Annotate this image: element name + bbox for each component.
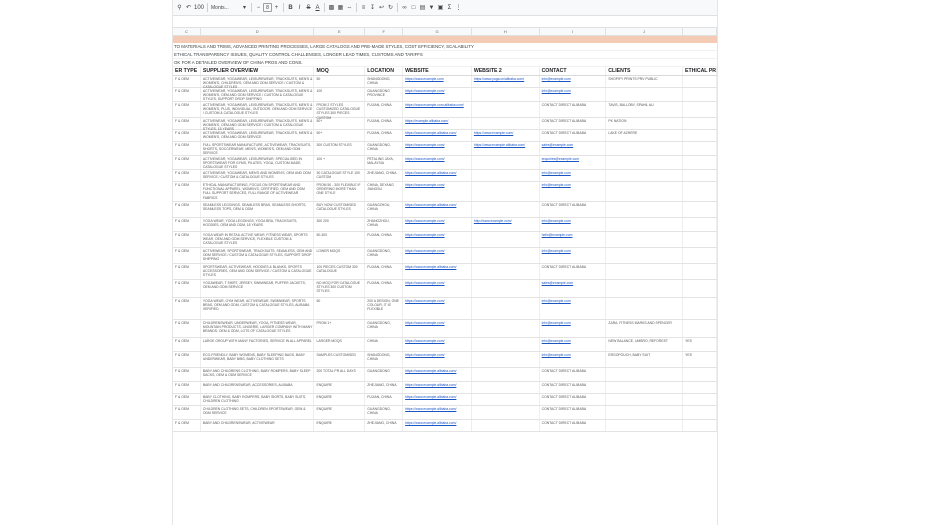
clients-cell[interactable] (606, 182, 683, 201)
ethical-cell[interactable] (683, 202, 717, 217)
moq-cell[interactable]: 30 CATALOGUE STYLE 100 CUSTOM (314, 170, 365, 181)
chevron-down-icon[interactable]: ▾ (243, 5, 247, 11)
location-cell[interactable]: FUJIAN, CHINA (365, 118, 403, 129)
clients-cell[interactable]: TAVIS, BALLOBY, SPAHIL AU (606, 102, 683, 117)
type-cell[interactable]: F & OEM (173, 218, 201, 231)
overview-cell[interactable]: ACTIVEWEAR, YOGAWEAR, LEISUREWEAR, TRACKSUITS, MEN'S & WOMEN'S, OEM AND ODM SERVICE (201, 130, 315, 141)
overview-cell[interactable]: ACTIVEWEAR, YOGAWEAR, LEISUREWEAR, SPECIALISED IN SPORTSWEAR FOR GYMS, PILATES, YOGA, CUSTOM MADE, CATALOGUE STYLES (201, 156, 315, 169)
website-cell[interactable]: https://www.example.com/ (403, 218, 472, 231)
contact-cell[interactable]: info@example.com (540, 76, 607, 87)
ethical-cell[interactable] (683, 218, 717, 231)
website2-cell[interactable] (472, 352, 540, 367)
website-cell[interactable]: https://www.example.com/ (403, 142, 472, 155)
moq-cell[interactable]: 50+ (314, 130, 365, 141)
overview-cell[interactable]: SEAMLESS LEGGINGS, SEAMLESS BRAS, SEAMLESS SHORTS, SEAMLESS TOPS, OEM & ODM (201, 202, 315, 217)
website2-cell[interactable] (472, 338, 540, 351)
header-cell[interactable]: WEBSITE 2 (472, 67, 540, 75)
table-row (173, 406, 717, 420)
website2-cell[interactable] (472, 118, 540, 129)
website2-cell[interactable]: https://www.example.com/ (472, 130, 540, 141)
contact-cell[interactable]: CONTACT DIRECT ALIBABA (540, 102, 607, 117)
moq-cell[interactable]: 300 200 (314, 218, 365, 231)
moq-cell[interactable]: 50+ (314, 118, 365, 129)
contact-cell[interactable]: CONTACT DIRECT ALIBABA (540, 130, 607, 141)
type-cell[interactable]: F & OEM (173, 382, 201, 393)
moq-cell[interactable]: 100 (314, 88, 365, 101)
contact-cell[interactable]: info@example.com (540, 352, 607, 367)
borders-icon[interactable]: ▦ (337, 5, 344, 11)
website-cell[interactable]: https://example.alibaba.com/ (403, 118, 472, 129)
column-letter[interactable]: G (403, 28, 472, 35)
contact-cell[interactable]: CONTACT DIRECT ALIBABA (540, 264, 607, 279)
website2-cell[interactable]: https://www.example.alibaba.com/ (472, 142, 540, 155)
moq-cell[interactable]: 50 (314, 298, 365, 319)
overview-cell[interactable]: LARGE GROUP WITH MANY FACTORIES, SERVICE IN ALL APPAREL (201, 338, 315, 351)
merge-icon[interactable]: ⇔ (346, 4, 353, 11)
clients-cell[interactable] (606, 394, 683, 405)
column-header-row (173, 27, 717, 36)
contact-cell[interactable]: hello@example.com (540, 232, 607, 247)
type-cell[interactable]: F & OEM (173, 338, 201, 351)
location-cell[interactable]: GUANGDONG, CHINA (365, 320, 403, 337)
contact-cell[interactable]: CONTACT DIRECT ALIBABA (540, 382, 607, 393)
italic-button[interactable]: I (298, 4, 301, 11)
views-icon[interactable]: ▣ (437, 5, 444, 11)
type-cell[interactable]: F & OEM (173, 102, 201, 117)
clients-cell[interactable] (606, 368, 683, 381)
ethical-cell[interactable] (683, 182, 717, 201)
ethical-cell[interactable] (683, 76, 717, 87)
table-row (173, 352, 717, 368)
column-letter[interactable]: J (606, 28, 683, 35)
contact-cell[interactable]: CONTACT DIRECT ALIBABA (540, 394, 607, 405)
contact-cell[interactable]: sales@example.com (540, 280, 607, 297)
moq-cell[interactable]: 100 + (314, 156, 365, 169)
overview-cell[interactable]: ACTIVEWEAR, YOGAWEAR, LEISUREWEAR, TRACKSUITS, MEN'S & WOMEN'S, CHILDREN'S, OEM AND ODM SERVICE / CUSTOM & CATALOGUE STYLES (201, 76, 315, 87)
column-letter[interactable] (683, 28, 717, 35)
clients-cell[interactable] (606, 170, 683, 181)
functions-icon[interactable]: Σ (447, 4, 452, 11)
ethical-cell[interactable] (683, 248, 717, 263)
ethical-cell[interactable] (683, 264, 717, 279)
search-icon[interactable]: ⚲ (177, 5, 182, 11)
type-cell[interactable]: F & OEM (173, 280, 201, 297)
type-cell[interactable]: F & OEM (173, 182, 201, 201)
website-cell[interactable]: https://www.example.com/ (403, 298, 472, 319)
clients-cell[interactable]: LAKE OF AZHERE (606, 130, 683, 141)
location-cell[interactable]: GUANGDONG, CHINA (365, 248, 403, 263)
overview-cell[interactable]: YOGA WEAR, GYM WEAR, ACTIVEWEAR, SWIMWEAR, SPORTS BRAS, OEM AND ODM, CUSTOM & CATALOGUE STYLES, ALIBABA VERIFIED (201, 298, 315, 319)
overview-cell[interactable]: ECO-FRIENDLY, BABY WOMENS, BABY SLEEPING BAGS, BABY UNDERWEAR, BABY BIBS, BABY CLOTHING SETS (201, 352, 315, 367)
notes-block (173, 43, 717, 67)
spreadsheet-window (172, 0, 718, 525)
website2-cell[interactable] (472, 232, 540, 247)
contact-cell[interactable]: CONTACT DIRECT ALIBABA (540, 420, 607, 431)
website2-cell[interactable] (472, 394, 540, 405)
header-cell[interactable]: ER TYPE (173, 67, 201, 75)
ethical-cell[interactable] (683, 102, 717, 117)
website-cell[interactable]: https://www.example.com/ (403, 320, 472, 337)
contact-cell[interactable]: CONTACT DIRECT ALIBABA (540, 202, 607, 217)
moq-cell[interactable]: 200 TOTAL PR ALL DAYS (314, 368, 365, 381)
clients-cell[interactable]: ERGOPOUCH, BABY SUIT (606, 352, 683, 367)
align-icon[interactable]: ≡ (361, 4, 366, 11)
column-letter[interactable]: E (314, 28, 365, 35)
overview-cell[interactable]: ETHICAL MANUFACTURING, FOCUS ON SPORTSWEAR AND FUNCTIONAL APPAREL, WOMEN'S, CERTIFIED, OEM AND ODM FULL SUPPORT SERVICES, FULL RANGE OF ACTIVEWEAR FABRICS (201, 182, 315, 201)
table-row (173, 320, 717, 338)
location-cell[interactable]: PETALING JAYA, MALAYSIA (365, 156, 403, 169)
column-letter[interactable]: D (201, 28, 315, 35)
moq-cell[interactable]: ENQUIRE (314, 382, 365, 393)
website-cell[interactable]: https://www.example.com/ (403, 280, 472, 297)
header-cell[interactable]: CONTACT (540, 67, 607, 75)
type-cell[interactable]: F & OEM (173, 394, 201, 405)
website-cell[interactable]: https://www.example.com/ (403, 88, 472, 101)
clients-cell[interactable] (606, 156, 683, 169)
header-cell[interactable]: ETHICAL PR (685, 68, 717, 74)
location-cell[interactable]: ZHEJIANG, CHINA (365, 382, 403, 393)
header-cell[interactable]: MOQ (314, 67, 365, 75)
website-cell[interactable]: https://www.example.alibaba.com/ (403, 394, 472, 405)
contact-cell[interactable]: CONTACT DIRECT ALIBABA (540, 118, 607, 129)
type-cell[interactable]: F & OEM (173, 248, 201, 263)
moq-cell[interactable]: BUY NOW CUSTOMISED CATALOGUE STYLES (314, 202, 365, 217)
header-cell[interactable]: SUPPLIER OVERVIEW (201, 67, 315, 75)
website2-cell[interactable] (472, 320, 540, 337)
column-letter[interactable]: I (540, 28, 607, 35)
font-size-input[interactable]: 8 (263, 3, 272, 12)
clients-cell[interactable] (606, 232, 683, 247)
location-cell[interactable]: CHINA (365, 338, 403, 351)
clients-cell[interactable] (606, 298, 683, 319)
moq-cell[interactable]: LOWER MOQS (314, 248, 365, 263)
moq-cell[interactable]: ENQUIRE (314, 394, 365, 405)
ethical-cell[interactable] (683, 142, 717, 155)
overview-cell[interactable]: BABY AND CHILDRENSWEAR, ACCESSORIES, ALIBABA (201, 382, 315, 393)
website-cell[interactable]: https://www.example.alibaba.com/ (403, 264, 472, 279)
ethical-cell[interactable] (683, 232, 717, 247)
note-cell[interactable]: TO MATERIALS AND TRIMS, ADVANCED PRINTING PROCESSES, LARGE CATALOGS AND PRE-MADE STYLES, COST EFFICIENCY, SCALABILITY (173, 43, 717, 51)
type-cell[interactable]: F & OEM (173, 406, 201, 419)
clients-cell[interactable] (606, 88, 683, 101)
note-cell[interactable]: OK FOR A DETAILED OVERVIEW OF CHINA PROS AND CONS. (173, 59, 717, 67)
type-cell[interactable]: F & OEM (173, 202, 201, 217)
table-row (173, 76, 717, 88)
table-row (173, 280, 717, 298)
location-cell[interactable]: 200 A DESIGN, ONE COLOUR, IT IS FLEXIBLE (365, 298, 403, 319)
website2-cell[interactable] (472, 420, 540, 431)
location-cell[interactable]: GUANGZHOU, CHINA (365, 202, 403, 217)
table-row (173, 394, 717, 406)
website-cell[interactable]: https://www.example.com.alibaba.com/ (403, 102, 472, 117)
moq-cell[interactable]: 300 CUSTOM STYLES (314, 142, 365, 155)
font-select[interactable]: Monts... (211, 4, 229, 11)
moq-cell[interactable]: 50 (314, 76, 365, 87)
location-cell[interactable]: ZHANGZHOU, CHINA (365, 218, 403, 231)
moq-cell[interactable]: SAMPLES CUSTOMISED (314, 352, 365, 367)
location-cell[interactable]: CHINA, DEYANG JIANGSU (365, 182, 403, 201)
website-cell[interactable]: https://www.example.com/ (403, 338, 472, 351)
table-row (173, 232, 717, 248)
valign-icon[interactable]: ↧ (370, 5, 376, 11)
contact-cell[interactable]: info@example.com (540, 298, 607, 319)
clients-cell[interactable]: ZARA, FITNESS MARKS AND SPENCER (606, 320, 683, 337)
clients-cell[interactable]: SHOPIFY PRINTS PRV PUBLIC (606, 76, 683, 87)
moq-cell[interactable]: ENQUIRE (314, 420, 365, 431)
website2-cell[interactable] (472, 298, 540, 319)
filter-icon[interactable]: ▼ (428, 4, 435, 11)
website2-cell[interactable] (472, 406, 540, 419)
moq-cell[interactable]: 50-300 (314, 232, 365, 247)
location-cell[interactable]: GUANGDONG PROVINCE (365, 88, 403, 101)
decrease-font-icon[interactable]: − (256, 4, 261, 11)
overview-cell[interactable]: BABY AND CHILDRENS CLOTHING, BABY ROMPERS, BABY SLEEP SACKS, OEM & ODM SERVICE (201, 368, 315, 381)
text-color-button[interactable]: A (315, 4, 320, 11)
type-cell[interactable]: F & OEM (173, 420, 201, 431)
type-cell[interactable]: F & OEM (173, 88, 201, 101)
table-row (173, 218, 717, 232)
overview-cell[interactable]: FULL SPORTSWEAR MANUFACTURE, ACTIVEWEAR, TRACKSUITS, SHORTS, SOCCERWEAR, MEN'S, WOMEN'S, OEM AND ODM SERVICE (201, 142, 315, 155)
website2-cell[interactable] (472, 202, 540, 217)
overview-cell[interactable]: CHILDREN CLOTHING SETS, CHILDREN SPORTSWEAR, OEM & ODM SERVICE (201, 406, 315, 419)
website-cell[interactable]: https://www.example.alibaba.com/ (403, 406, 472, 419)
website-cell[interactable]: https://www.example.alibaba.com/ (403, 202, 472, 217)
wrap-icon[interactable]: ↩ (379, 5, 385, 11)
contact-cell[interactable]: CONTACT DIRECT ALIBABA (540, 368, 607, 381)
location-cell[interactable]: FUJIAN, CHINA (365, 130, 403, 141)
type-cell[interactable]: F & OEM (173, 232, 201, 247)
contact-cell[interactable]: info@example.com (540, 182, 607, 201)
comment-icon[interactable]: □ (411, 4, 416, 11)
ethical-cell[interactable] (683, 88, 717, 101)
header-cell[interactable]: WEBSITE (403, 67, 472, 75)
table-row (173, 202, 717, 218)
table-row (173, 142, 717, 156)
clients-cell[interactable] (606, 202, 683, 217)
ethical-cell[interactable] (683, 130, 717, 141)
clients-cell[interactable] (606, 420, 683, 431)
website2-cell[interactable] (472, 264, 540, 279)
moq-cell[interactable]: 100 PIECES CUSTOM 300 CATALOGUE (314, 264, 365, 279)
website-cell[interactable]: https://www.example.com/ (403, 248, 472, 263)
table-row (173, 102, 717, 118)
website2-cell[interactable] (472, 280, 540, 297)
overview-cell[interactable]: BABY CLOTHING, BABY ROMPERS, BABY SKIRTS, BABY SUITS, CHILDREN CLOTHING (201, 394, 315, 405)
overview-cell[interactable]: YOGAWEAR, T SHIRT, JERSEY, SWIMWEAR, PUFFER JACKETS, OEM AND ODM SERVICE (201, 280, 315, 297)
contact-cell[interactable]: info@example.com (540, 320, 607, 337)
clients-cell[interactable]: NEW BALANCE, UMBRO, REFOREST (606, 338, 683, 351)
location-cell[interactable]: GUANGDONG, CHINA (365, 142, 403, 155)
website2-cell[interactable]: https://www.yoga.cn/alibaba.com/ (472, 76, 540, 87)
ethical-cell[interactable] (683, 382, 717, 393)
zoom-select[interactable]: 100 (194, 4, 205, 11)
undo-icon[interactable]: ↶ (185, 5, 192, 11)
ethical-cell[interactable]: YES (683, 338, 717, 351)
table-row (173, 182, 717, 202)
moq-cell[interactable]: NO MOQ FOR CATALOGUE STYLES 300 CUSTOM STYLES (314, 280, 365, 297)
chart-icon[interactable]: ▤ (419, 5, 426, 11)
overview-cell[interactable]: YOGA WEAR IN RETAIL ACTIVE WEAR, FITNESS WEAR, SPORTS WEAR, OEM AND ODM SERVICE, FLEXIBLE CUSTOM & CATALOGUE STYLES (201, 232, 315, 247)
contact-cell[interactable]: info@example.com (540, 218, 607, 231)
clients-cell[interactable] (606, 406, 683, 419)
ethical-cell[interactable] (683, 420, 717, 431)
contact-cell[interactable]: info@example.com (540, 338, 607, 351)
table-row (173, 88, 717, 102)
column-letter[interactable]: C (173, 28, 201, 35)
ethical-cell[interactable] (683, 118, 717, 129)
ethical-cell[interactable] (683, 368, 717, 381)
clients-cell[interactable] (606, 248, 683, 263)
location-cell[interactable]: FUJIAN, CHINA (365, 280, 403, 297)
location-cell[interactable]: GUANGDONG (365, 368, 403, 381)
website-cell[interactable]: https://www.example.alibaba.com/ (403, 368, 472, 381)
rotate-icon[interactable]: ↻ (388, 5, 394, 11)
contact-cell[interactable]: info@example.com (540, 170, 607, 181)
contact-cell[interactable]: sales@example.com (540, 142, 607, 155)
website2-cell[interactable] (472, 182, 540, 201)
clients-cell[interactable] (606, 264, 683, 279)
moq-cell[interactable]: ENQUIRE (314, 406, 365, 419)
moq-cell[interactable]: FROM 50 - 300 FLEXIBLE IF ORDERING MORE THAN ONE STYLE (314, 182, 365, 201)
contact-cell[interactable]: info@example.com (540, 88, 607, 101)
supplier-table-body (173, 76, 717, 432)
website-cell[interactable]: https://www.example.com/ (403, 182, 472, 201)
table-row (173, 264, 717, 280)
overview-cell[interactable]: BABY AND CHILDRENSWEAR, ACTIVEWEAR (201, 420, 315, 431)
type-cell[interactable]: F & OEM (173, 368, 201, 381)
type-cell[interactable]: F & OEM (173, 76, 201, 87)
table-row (173, 298, 717, 320)
type-cell[interactable]: F & OEM (173, 352, 201, 367)
clients-cell[interactable]: PK NATION (606, 118, 683, 129)
type-cell[interactable]: F & OEM (173, 118, 201, 129)
location-cell[interactable]: ZHEJIANG, CHINA (365, 170, 403, 181)
table-row (173, 368, 717, 382)
table-row (173, 118, 717, 130)
table-row (173, 338, 717, 352)
type-cell[interactable]: F & OEM (173, 156, 201, 169)
highlighted-row[interactable] (173, 36, 717, 43)
strikethrough-button[interactable]: S (306, 4, 311, 11)
ethical-cell[interactable] (683, 156, 717, 169)
location-cell[interactable]: GUANGDONG, CHINA (365, 406, 403, 419)
website2-cell[interactable] (472, 102, 540, 117)
table-row (173, 420, 717, 432)
website-cell[interactable]: https://www.example.com/ (403, 232, 472, 247)
fill-color-icon[interactable]: ▩ (328, 5, 335, 11)
clients-cell[interactable] (606, 382, 683, 393)
website2-cell[interactable] (472, 88, 540, 101)
ethical-cell[interactable] (683, 280, 717, 297)
header-cell[interactable]: CLIENTS (606, 67, 683, 75)
type-cell[interactable]: F & OEM (173, 142, 201, 155)
overview-cell[interactable]: ACTIVEWEAR, YOGAWEAR, LEISUREWEAR, TRACKSUITS, MEN'S & WOMEN'S, OEM AND ODM SERVICE / CUSTOM & CATALOGUE STYLES, 15 YEARS (201, 118, 315, 129)
website-cell[interactable]: https://www.example.alibaba.com/ (403, 382, 472, 393)
note-cell[interactable]: ETHICAL TRANSPARENCY ISSUES, QUALITY CONTROL CHALLENGES, LONGER LEAD TIMES, CUSTOMS AND TARIFFS (173, 51, 717, 59)
website2-cell[interactable]: http://www.example.com/ (472, 218, 540, 231)
type-cell[interactable]: F & OEM (173, 170, 201, 181)
column-letter[interactable]: H (472, 28, 540, 35)
column-letter[interactable]: F (365, 28, 403, 35)
overview-cell[interactable]: YOGA WEAR, YOGA LEGGINGS, YOGA BRA, TRACKSUITS, HOODIES, OEM AND ODM, 18 YEARS (201, 218, 315, 231)
toolbar (173, 0, 717, 16)
type-cell[interactable]: F & OEM (173, 264, 201, 279)
website2-cell[interactable] (472, 156, 540, 169)
contact-cell[interactable]: CONTACT DIRECT ALIBABA (540, 406, 607, 419)
type-cell[interactable]: F & OEM (173, 298, 201, 319)
location-cell[interactable]: FUJIAN, CHINA (365, 264, 403, 279)
moq-cell[interactable]: FROM 1+ (314, 320, 365, 337)
website-cell[interactable]: https://www.example.com/ (403, 352, 472, 367)
table-row (173, 130, 717, 142)
table-row (173, 170, 717, 182)
location-cell[interactable]: SHANGDONG, CHINA (365, 76, 403, 87)
table-header-row (173, 67, 717, 76)
ethical-cell[interactable] (683, 320, 717, 337)
table-row (173, 248, 717, 264)
website2-cell[interactable] (472, 248, 540, 263)
location-cell[interactable]: FUJIAN, CHINA (365, 394, 403, 405)
type-cell[interactable]: F & OEM (173, 320, 201, 337)
website2-cell[interactable] (472, 382, 540, 393)
website-cell[interactable]: https://www.example.alibaba.com/ (403, 170, 472, 181)
type-cell[interactable]: F & OEM (173, 130, 201, 141)
ethical-cell[interactable]: YES (683, 352, 717, 367)
website-cell[interactable]: https://www.example.alibaba.com/ (403, 420, 472, 431)
contact-cell[interactable]: info@example.com (540, 248, 607, 263)
clients-cell[interactable] (606, 142, 683, 155)
clients-cell[interactable] (606, 218, 683, 231)
moq-cell[interactable]: FROM 2 STYLES CUSTOMIZED CATALOGUE STYLES 300 PIECES CUSTOM (314, 102, 365, 117)
ethical-cell[interactable] (683, 394, 717, 405)
clients-cell[interactable] (606, 280, 683, 297)
header-cell[interactable]: LOCATION (365, 67, 403, 75)
location-cell[interactable]: FUJIAN, CHINA (365, 232, 403, 247)
location-cell[interactable]: SHANGDONG, CHINA (365, 352, 403, 367)
moq-cell[interactable]: LARGER MOQS (314, 338, 365, 351)
link-icon[interactable]: ∞ (402, 4, 407, 11)
website2-cell[interactable] (472, 368, 540, 381)
bold-button[interactable]: B (288, 4, 293, 11)
ethical-cell[interactable] (683, 298, 717, 319)
table-row (173, 156, 717, 170)
overview-cell[interactable]: CHILDRENSWEAR, UNDERWEAR, YOGA, FITNESS WEAR, MOUNTAIN PRODUCTS, LINGERIE, LARGER COMPANY WITH MANY BRANDS, OEM & ODM, LOTS OF CATALOGUE STYLES (201, 320, 315, 337)
overview-cell[interactable]: ACTIVEWEAR, SPORTSWEAR, TRACKSUITS, SEAMLESS, OEM AND ODM SERVICE / CUSTOM & CATALOGUE STYLES, SUPPORT DROP SHIPPING (201, 248, 315, 263)
overview-cell[interactable]: ACTIVEWEAR, YOGAWEAR, LEISUREWEAR, TRACKSUITS, MEN'S & WOMEN'S, OEM AND ODM SERVICE / CUSTOM & CATALOGUE STYLES, SUPPORT DROP SHIPPING (201, 88, 315, 101)
ethical-cell[interactable] (683, 406, 717, 419)
overview-cell[interactable]: ACTIVEWEAR, YOGAWEAR, MEN'S AND WOMEN'S, OEM AND ODM SERVICE / CUSTOM & CATALOGUE STYLES (201, 170, 315, 181)
location-cell[interactable]: FUJIAN, CHINA (365, 102, 403, 117)
increase-font-icon[interactable]: + (274, 4, 279, 11)
ethical-cell[interactable] (683, 170, 717, 181)
more-icon[interactable]: ⋮ (455, 5, 462, 11)
website-cell[interactable]: https://www.example.alibaba.com/ (403, 130, 472, 141)
website-cell[interactable]: https://www.example.com/ (403, 156, 472, 169)
location-cell[interactable]: ZHEJIANG, CHINA (365, 420, 403, 431)
overview-cell[interactable]: ACTIVEWEAR, YOGAWEAR, LEISUREWEAR, TRACKSUITS, MEN'S & WOMEN'S, PLUS, INDIVIDUAL, OUTDOOR, OEM AND ODM SERVICE / CUSTOM & CATALOGUE STYLES (201, 102, 315, 117)
website2-cell[interactable] (472, 170, 540, 181)
table-row (173, 382, 717, 394)
overview-cell[interactable]: SPORTSWEAR, ACTIVEWEAR, HOODIES & BLANKS, SPORTS ACCESSORIES, OEM AND ODM SERVICE / CUSTOM & CATALOGUE STYLES (201, 264, 315, 279)
website-cell[interactable]: https://www.example.com (403, 76, 472, 87)
contact-cell[interactable]: enquiries@example.com (540, 156, 607, 169)
